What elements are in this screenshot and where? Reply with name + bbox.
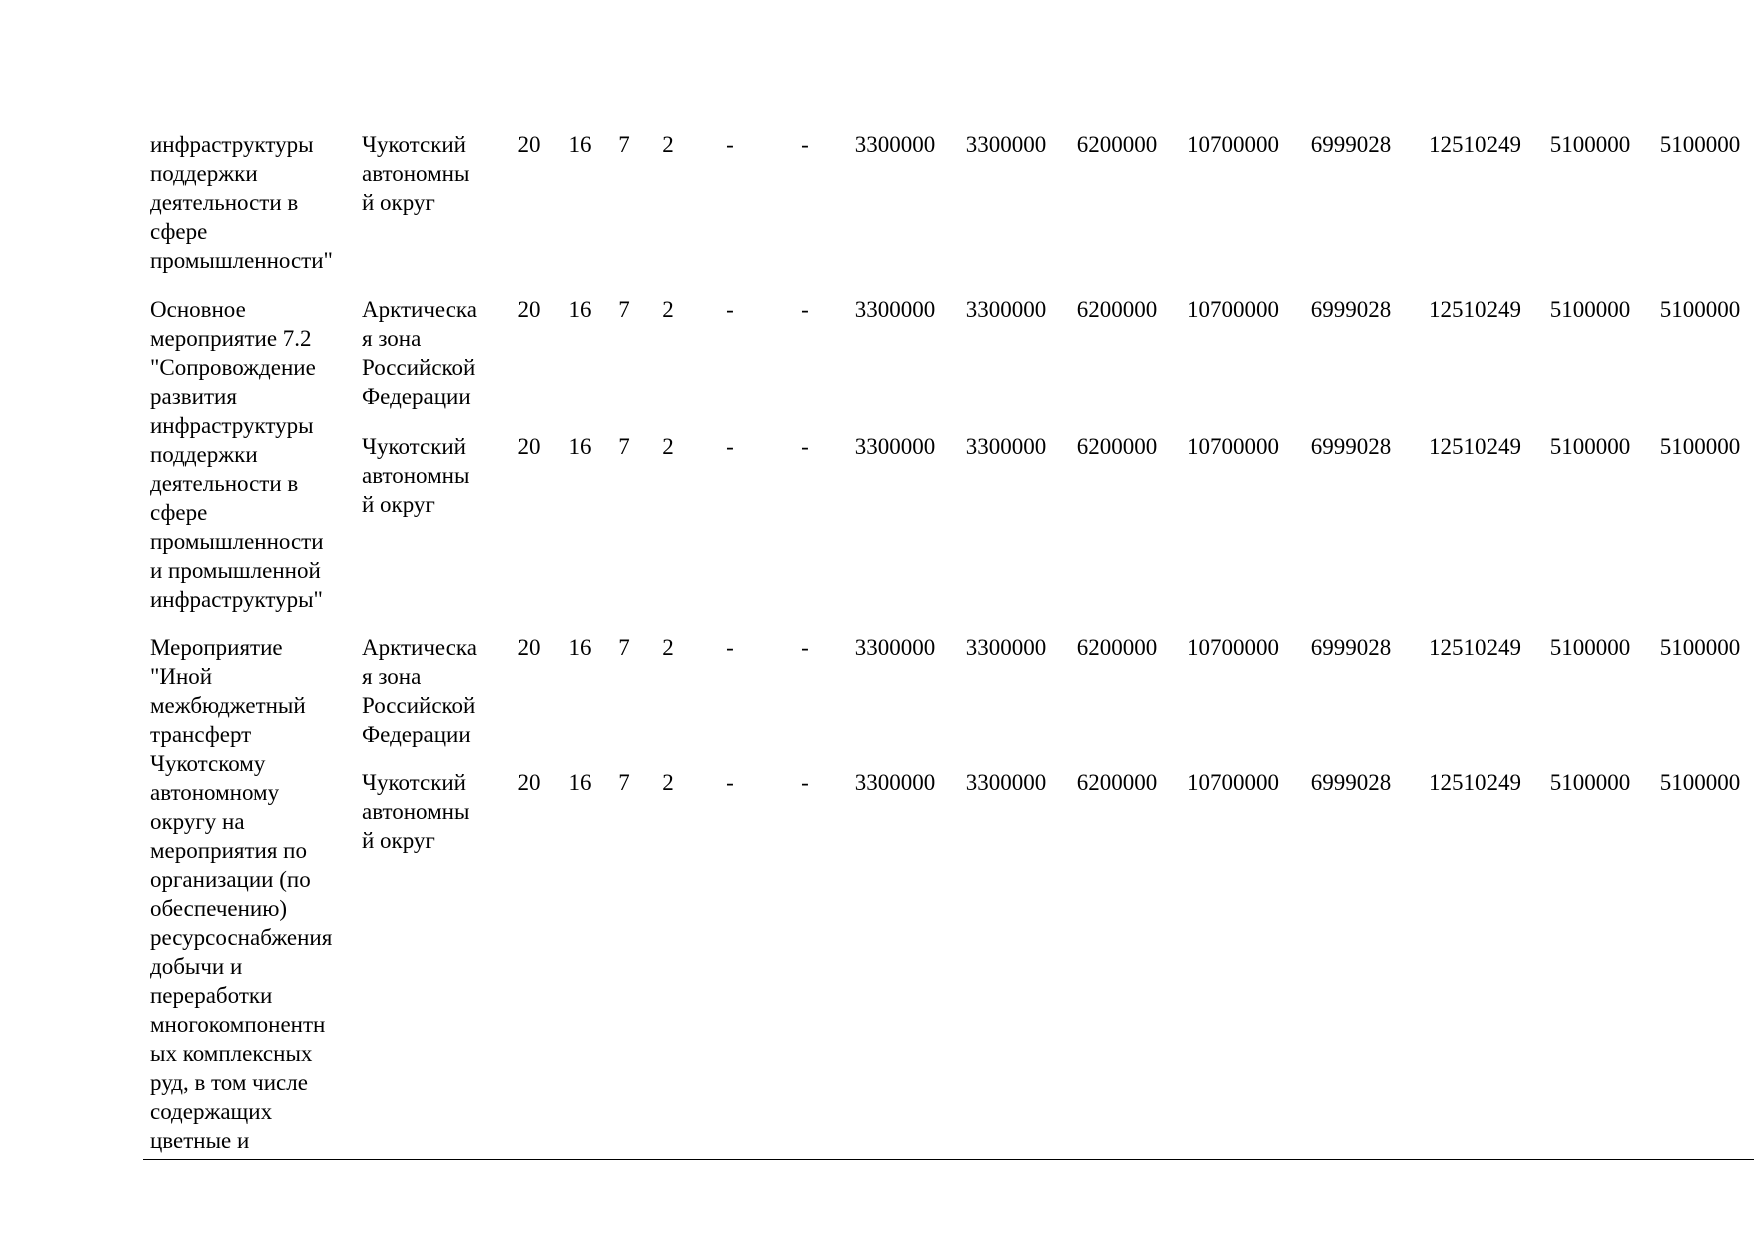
row-value-1: 20 [517, 770, 541, 795]
row-value-2: 16 [568, 297, 592, 322]
row-value-6: - [801, 635, 809, 660]
row-value-11: 6999028 [1310, 770, 1392, 795]
row-value-1: 20 [517, 297, 541, 322]
row-value-2: 16 [568, 770, 592, 795]
row-value-12: 12510249 [1429, 635, 1521, 660]
row-value-4: 2 [662, 635, 674, 660]
row-value-8: 3300000 [965, 297, 1047, 322]
row-value-12: 12510249 [1429, 770, 1521, 795]
row-value-5: - [726, 434, 734, 459]
row-value-9: 6200000 [1076, 434, 1158, 459]
row-value-5: - [726, 297, 734, 322]
row-value-13: 5100000 [1549, 297, 1631, 322]
row-value-3: 7 [618, 635, 630, 660]
row-value-7: 3300000 [854, 132, 936, 157]
row-value-7: 3300000 [854, 635, 936, 660]
row-value-11: 6999028 [1310, 635, 1392, 660]
row-value-14: 5100000 [1659, 132, 1741, 157]
row-value-3: 7 [618, 434, 630, 459]
row-value-3: 7 [618, 770, 630, 795]
row-value-5: - [726, 132, 734, 157]
row-value-11: 6999028 [1310, 434, 1392, 459]
row-value-13: 5100000 [1549, 770, 1631, 795]
row-value-1: 20 [517, 635, 541, 660]
row-value-11: 6999028 [1310, 297, 1392, 322]
row-value-5: - [726, 635, 734, 660]
row-value-14: 5100000 [1659, 635, 1741, 660]
row-value-10: 10700000 [1187, 434, 1279, 459]
row-description: Мероприятие "Иной межбюджетный трансферт Чукотскому автономному округу на мероприятия по организации (по обеспечению) ресурсоснабжения добычи и переработки многокомпонентн ых комплексных руд, в том числе содержащих цветные и [150, 635, 333, 1153]
row-value-14: 5100000 [1659, 297, 1741, 322]
row-value-9: 6200000 [1076, 297, 1158, 322]
row-region: Арктическа я зона Российской Федерации [362, 635, 477, 747]
row-value-13: 5100000 [1549, 635, 1631, 660]
row-value-6: - [801, 770, 809, 795]
row-value-7: 3300000 [854, 434, 936, 459]
row-value-12: 12510249 [1429, 297, 1521, 322]
row-value-5: - [726, 770, 734, 795]
row-value-2: 16 [568, 635, 592, 660]
row-value-10: 10700000 [1187, 297, 1279, 322]
row-value-4: 2 [662, 770, 674, 795]
row-value-3: 7 [618, 297, 630, 322]
row-region: Чукотский автономны й округ [362, 770, 470, 853]
row-description: инфраструктуры поддержки деятельности в сфере промышленности" [150, 132, 333, 273]
row-value-13: 5100000 [1549, 434, 1631, 459]
row-value-9: 6200000 [1076, 770, 1158, 795]
row-value-7: 3300000 [854, 770, 936, 795]
row-value-8: 3300000 [965, 770, 1047, 795]
row-value-2: 16 [568, 434, 592, 459]
row-value-3: 7 [618, 132, 630, 157]
row-value-14: 5100000 [1659, 770, 1741, 795]
row-value-11: 6999028 [1310, 132, 1392, 157]
row-value-10: 10700000 [1187, 770, 1279, 795]
row-value-14: 5100000 [1659, 434, 1741, 459]
table-bottom-rule [143, 1159, 1754, 1160]
row-value-9: 6200000 [1076, 635, 1158, 660]
row-value-7: 3300000 [854, 297, 936, 322]
row-value-10: 10700000 [1187, 132, 1279, 157]
row-region: Чукотский автономны й округ [362, 434, 470, 517]
row-value-12: 12510249 [1429, 434, 1521, 459]
row-value-8: 3300000 [965, 635, 1047, 660]
row-value-4: 2 [662, 132, 674, 157]
row-value-4: 2 [662, 434, 674, 459]
row-value-8: 3300000 [965, 434, 1047, 459]
row-region: Арктическа я зона Российской Федерации [362, 297, 477, 409]
row-value-6: - [801, 132, 809, 157]
row-value-1: 20 [517, 132, 541, 157]
row-value-13: 5100000 [1549, 132, 1631, 157]
row-value-10: 10700000 [1187, 635, 1279, 660]
row-value-1: 20 [517, 434, 541, 459]
row-value-4: 2 [662, 297, 674, 322]
row-value-2: 16 [568, 132, 592, 157]
row-region: Чукотский автономны й округ [362, 132, 470, 215]
row-value-6: - [801, 297, 809, 322]
row-value-12: 12510249 [1429, 132, 1521, 157]
row-description: Основное мероприятие 7.2 "Сопровождение развития инфраструктуры поддержки деятельности в сфере промышленности и промышленной инфраструктуры" [150, 297, 324, 612]
row-value-9: 6200000 [1076, 132, 1158, 157]
row-value-8: 3300000 [965, 132, 1047, 157]
row-value-6: - [801, 434, 809, 459]
